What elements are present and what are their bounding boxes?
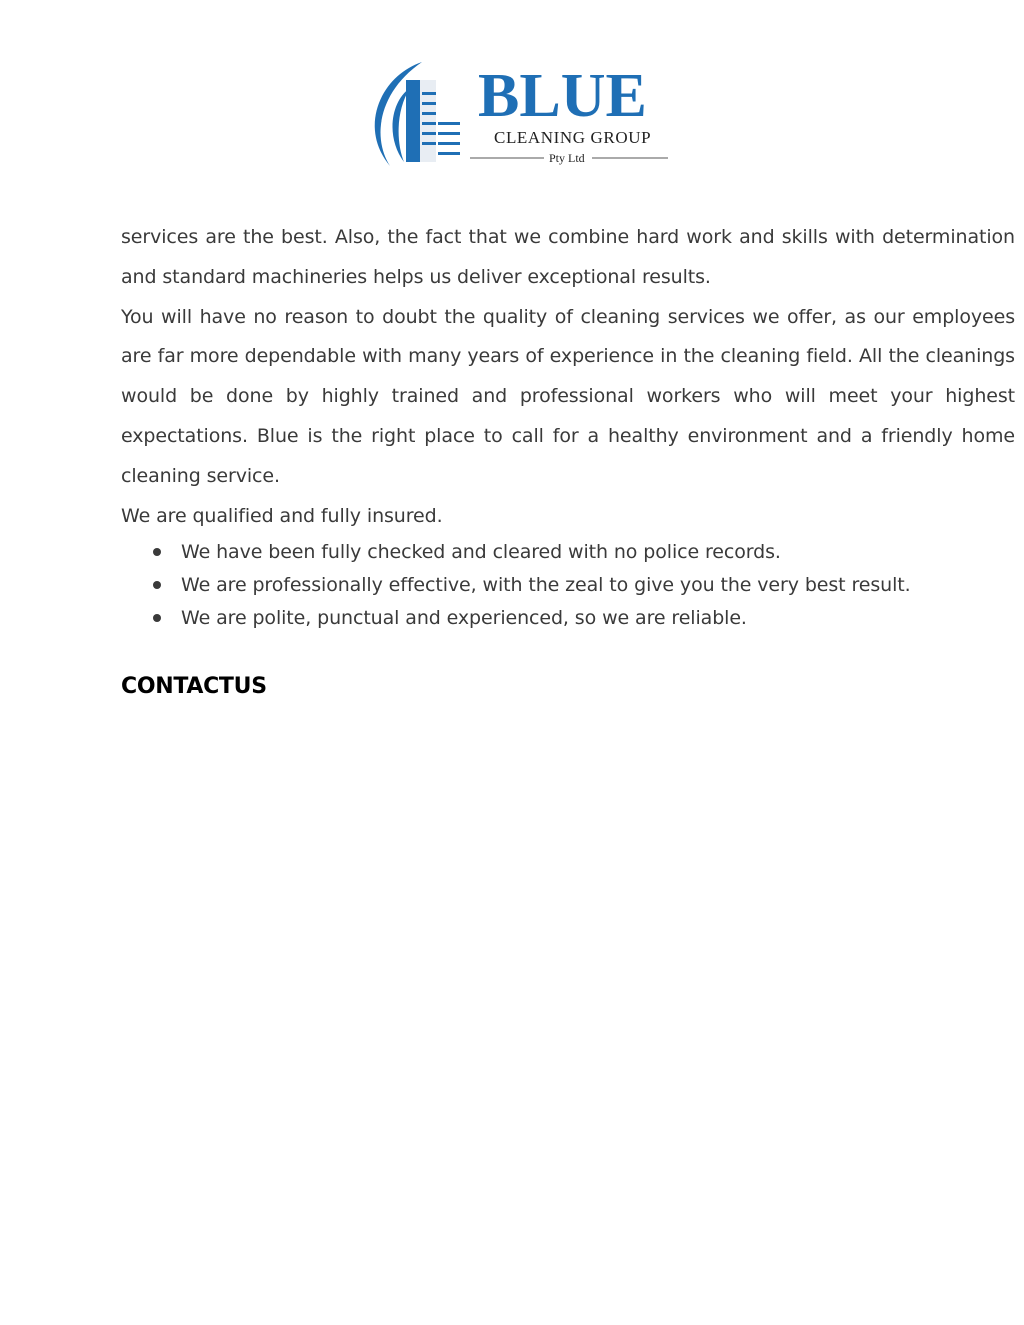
- qualifications-list: [121, 536, 1015, 635]
- contact-heading: CONTACTUS: [121, 674, 267, 699]
- company-logo: [360, 58, 672, 176]
- paragraph-results: services are the best. Also, the fact that we combine hard work and skills with determination and standard machineries helps us deliver exceptional results.: [121, 226, 1015, 288]
- list-item: We have been fully checked and cleared with no police records.: [153, 536, 1015, 569]
- list-item: We are polite, punctual and experienced, so we are reliable.: [153, 602, 1015, 635]
- paragraph-insured: We are qualified and fully insured.: [121, 504, 443, 527]
- logo-tagline: CLEANING GROUP: [494, 128, 652, 147]
- paragraph-quality: You will have no reason to doubt the quality of cleaning services we offer, as our employees are far more dependable with many years of experience in the cleaning field. All the cleanings would be done by highly trained and professional workers who will meet your highest expectations. Blue is the right place to call for a healthy environment and a friendly home cleaning service.: [121, 305, 1015, 487]
- logo-suffix: Pty Ltd: [549, 151, 585, 165]
- logo-name: BLUE: [478, 62, 647, 130]
- bullet-icon: [153, 581, 161, 589]
- list-item: We are professionally effective, with the zeal to give you the very best result.: [153, 569, 1015, 602]
- main-content: [121, 218, 1015, 635]
- bullet-icon: [153, 614, 161, 622]
- bullet-icon: [153, 548, 161, 556]
